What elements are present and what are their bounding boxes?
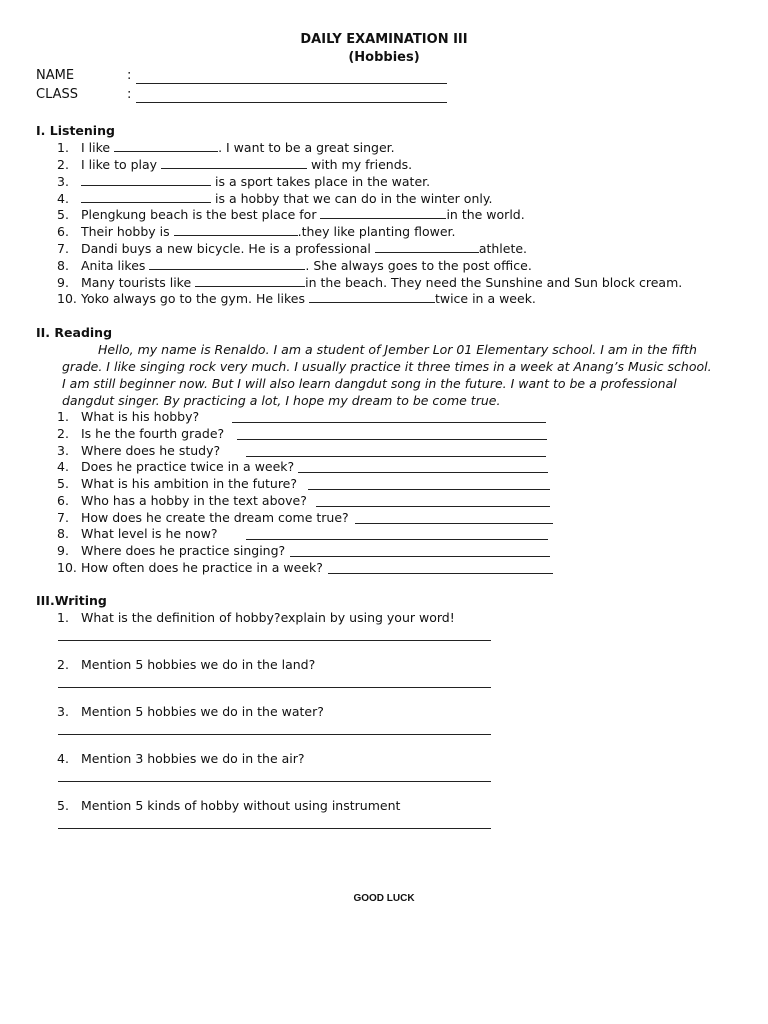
- reading-num: 5.: [57, 476, 69, 491]
- reading-num: 1.: [57, 409, 69, 424]
- reading-num: 7.: [57, 510, 69, 525]
- answer-blank[interactable]: [316, 494, 550, 507]
- writing-heading: III.Writing: [36, 593, 107, 608]
- listening-text: with my friends.: [311, 157, 413, 172]
- listening-text: . I want to be a great singer.: [218, 140, 395, 155]
- reading-num: 8.: [57, 526, 69, 541]
- answer-blank[interactable]: [298, 460, 548, 473]
- writing-num: 1.: [57, 610, 69, 625]
- listening-text: in the beach. They need the Sunshine and Sun block cream.: [305, 275, 683, 290]
- fill-blank[interactable]: [320, 207, 446, 219]
- reading-question: How does he create the dream come true?: [81, 510, 349, 525]
- listening-item: [81, 174, 430, 189]
- listening-item: [81, 291, 536, 306]
- writing-answer-line[interactable]: [58, 640, 491, 641]
- class-label: CLASS: [36, 87, 79, 102]
- listening-text: . She always goes to the post office.: [305, 258, 532, 273]
- answer-blank[interactable]: [355, 511, 553, 524]
- reading-paragraph-line: dangdut singer. By practicing a lot, I hope my dream to be come true.: [62, 393, 501, 408]
- writing-answer-line[interactable]: [58, 828, 491, 829]
- listening-num: 2.: [57, 157, 69, 172]
- reading-num: 2.: [57, 426, 69, 441]
- reading-question: Who has a hobby in the text above?: [81, 493, 307, 508]
- reading-num: 6.: [57, 493, 69, 508]
- listening-num: 1.: [57, 140, 69, 155]
- answer-blank[interactable]: [237, 427, 547, 440]
- listening-num: 4.: [57, 191, 69, 206]
- writing-answer-line[interactable]: [58, 734, 491, 735]
- reading-question: Is he the fourth grade?: [81, 426, 225, 441]
- reading-num: 3.: [57, 443, 69, 458]
- fill-blank[interactable]: [161, 157, 307, 169]
- good-luck-text: GOOD LUCK: [353, 893, 415, 904]
- listening-text: Their hobby is: [81, 224, 170, 239]
- listening-text: I like to play: [81, 157, 158, 172]
- fill-blank[interactable]: [309, 291, 435, 303]
- listening-item: [81, 258, 532, 273]
- reading-paragraph-line: I am still beginner now. But I will also learn dangdut song in the future. I want to be a professional: [62, 376, 677, 391]
- writing-answer-line[interactable]: [58, 781, 491, 782]
- page-title: DAILY EXAMINATION III: [300, 32, 468, 47]
- listening-text: Yoko always go to the gym. He likes: [81, 291, 305, 306]
- page-subtitle: (Hobbies): [348, 50, 420, 65]
- writing-num: 2.: [57, 657, 69, 672]
- writing-question: Mention 5 hobbies we do in the land?: [81, 657, 316, 672]
- listening-item: [81, 157, 412, 172]
- listening-item: [81, 191, 492, 206]
- listening-text: I like: [81, 140, 111, 155]
- listening-num: 8.: [57, 258, 69, 273]
- writing-num: 3.: [57, 704, 69, 719]
- fill-blank[interactable]: [81, 174, 211, 186]
- listening-text: .they like planting flower.: [297, 224, 456, 239]
- reading-question: Does he practice twice in a week?: [81, 459, 295, 474]
- listening-num: 9.: [57, 275, 69, 290]
- answer-blank[interactable]: [246, 444, 546, 457]
- reading-num: 9.: [57, 543, 69, 558]
- listening-text: in the world.: [446, 207, 525, 222]
- reading-paragraph-line: Hello, my name is Renaldo. I am a student of Jember Lor 01 Elementary school. I am in the fifth: [98, 342, 697, 357]
- reading-question: How often does he practice in a week?: [81, 560, 323, 575]
- writing-question: Mention 3 hobbies we do in the air?: [81, 751, 305, 766]
- listening-text: is a sport takes place in the water.: [214, 174, 431, 189]
- reading-question: What is his hobby?: [81, 409, 200, 424]
- listening-num: 5.: [57, 207, 69, 222]
- fill-blank[interactable]: [114, 140, 218, 152]
- writing-question: Mention 5 kinds of hobby without using instrument: [81, 798, 401, 813]
- reading-question: What level is he now?: [81, 526, 218, 541]
- writing-question: What is the definition of hobby?explain by using your word!: [81, 610, 455, 625]
- listening-text: twice in a week.: [434, 291, 536, 306]
- fill-blank[interactable]: [195, 275, 305, 287]
- writing-answer-line[interactable]: [58, 687, 491, 688]
- answer-blank[interactable]: [246, 527, 548, 540]
- listening-item: [81, 207, 525, 222]
- listening-text: athlete.: [478, 241, 528, 256]
- name-colon: :: [127, 68, 132, 83]
- listening-item: [81, 224, 455, 239]
- reading-num: 4.: [57, 459, 69, 474]
- answer-blank[interactable]: [232, 410, 546, 423]
- listening-num: 7.: [57, 241, 69, 256]
- reading-num: 10.: [57, 560, 77, 575]
- listening-text: Many tourists like: [81, 275, 192, 290]
- listening-item: [81, 241, 527, 256]
- listening-heading: I. Listening: [36, 123, 115, 138]
- answer-blank[interactable]: [290, 544, 550, 557]
- listening-text: Dandi buys a new bicycle. He is a professional: [81, 241, 371, 256]
- answer-blank[interactable]: [308, 477, 550, 490]
- fill-blank[interactable]: [174, 224, 298, 236]
- writing-num: 4.: [57, 751, 69, 766]
- listening-num: 6.: [57, 224, 69, 239]
- fill-blank[interactable]: [81, 191, 211, 203]
- listening-item: [81, 275, 682, 290]
- listening-text: Plengkung beach is the best place for: [81, 207, 317, 222]
- reading-question: Where does he practice singing?: [81, 543, 286, 558]
- reading-question: Where does he study?: [81, 443, 221, 458]
- reading-question: What is his ambition in the future?: [81, 476, 298, 491]
- listening-num: 3.: [57, 174, 69, 189]
- name-label: NAME: [36, 68, 75, 83]
- fill-blank[interactable]: [149, 258, 305, 270]
- fill-blank[interactable]: [375, 241, 479, 253]
- name-blank[interactable]: [136, 70, 447, 84]
- class-blank[interactable]: [136, 89, 447, 103]
- writing-num: 5.: [57, 798, 69, 813]
- listening-text: is a hobby that we can do in the winter only.: [214, 191, 493, 206]
- listening-text: Anita likes: [81, 258, 146, 273]
- class-colon: :: [127, 87, 132, 102]
- listening-item: [81, 140, 395, 155]
- reading-paragraph-line: grade. I like singing rock very much. I usually practice it three times in a week at Anang’s Music school.: [62, 359, 712, 374]
- writing-question: Mention 5 hobbies we do in the water?: [81, 704, 324, 719]
- listening-num: 10.: [57, 291, 77, 306]
- answer-blank[interactable]: [328, 561, 553, 574]
- reading-heading: II. Reading: [36, 325, 113, 340]
